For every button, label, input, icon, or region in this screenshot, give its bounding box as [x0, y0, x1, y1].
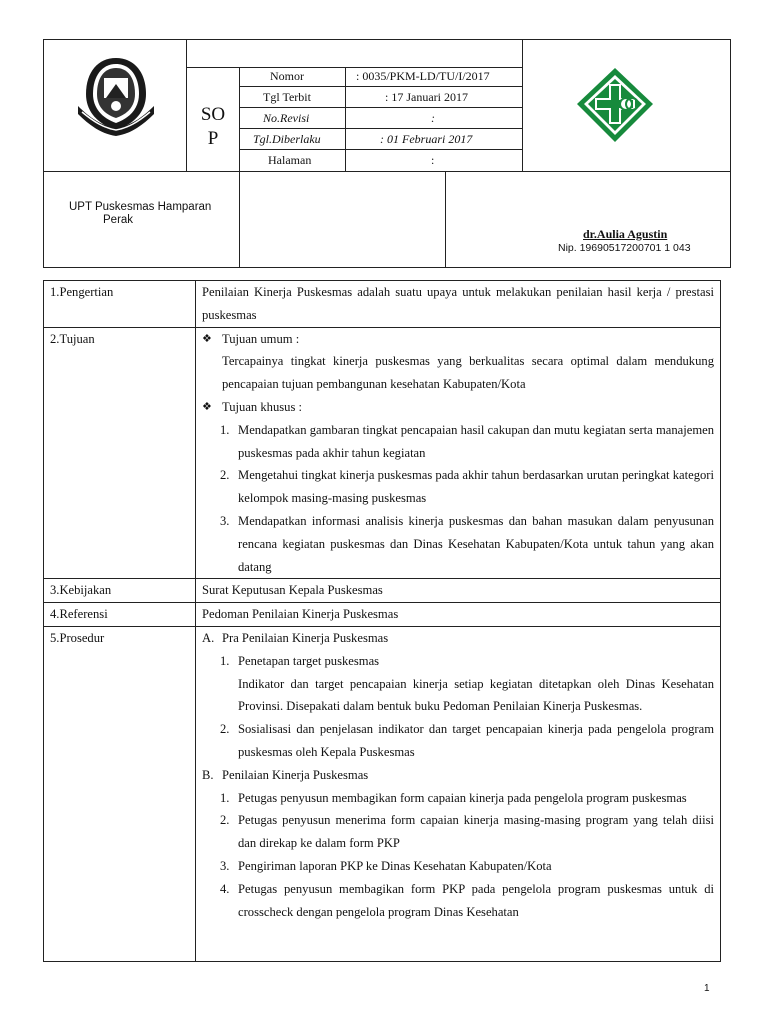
row-pengertian — [44, 281, 721, 328]
puskesmas-logo-icon — [571, 64, 659, 148]
page-number: 1 — [704, 983, 710, 994]
list-item: 1. Petugas penyusun membagikan form capaian kinerja pada pengelola program puskesmas — [220, 790, 687, 805]
section-content-tujuan — [196, 327, 721, 579]
prosedur-a1-body: Indikator dan target pencapaian kinerja setiap kegiatan ditetapkan oleh Dinas Kesehatan Provinsi. Disepakati dalam bentuk buku Pedoman Penilaian Kinerja Puskesmas. — [238, 676, 714, 714]
section-label-kebijakan: 3.Kebijakan — [44, 579, 196, 603]
signer-nip: Nip. 19690517200701 1 043 — [558, 242, 691, 254]
meta-label-tgl-diberlaku: Tgl.Diberlaku — [253, 132, 321, 146]
divider — [186, 39, 187, 171]
section-text-pengertian: Penilaian Kinerja Puskesmas adalah suatu upaya untuk melakukan penilaian hasil kerja / prestasi puskesmas — [196, 281, 721, 328]
section-label-tujuan: 2.Tujuan — [44, 327, 196, 579]
divider — [43, 171, 731, 172]
list-item: 4. Petugas penyusun membagikan form PKP pada pengelola program puskesmas untuk di crosscheck dengan pengelola program Dinas Kesehatan — [220, 881, 714, 919]
list-item: 1. Mendapatkan gambaran tingkat pencapaian hasil cakupan dan mutu kegiatan serta manajemen puskesmas pada akhir tahun kegiatan — [220, 422, 714, 460]
diamond-bullet-icon: ❖ — [202, 332, 212, 345]
list-item: 1. Penetapan target puskesmas — [220, 653, 380, 668]
divider — [239, 107, 523, 108]
section-label-referensi: 4.Referensi — [44, 603, 196, 627]
row-referensi — [44, 603, 721, 627]
tujuan-khusus-heading: Tujuan khusus : — [222, 399, 303, 414]
tujuan-umum-heading: Tujuan umum : — [222, 331, 300, 346]
sop-content-table — [43, 280, 721, 962]
list-item: 2. Sosialisasi dan penjelasan indikator dan target pencapaian kinerja pada pengelola program puskesmas oleh Kepala Puskesmas — [220, 722, 714, 759]
divider — [522, 39, 523, 171]
section-text-kebijakan: Surat Keputusan Kepala Puskesmas — [196, 579, 721, 603]
sop-label-line-1: SO — [200, 104, 226, 125]
section-label-prosedur: 5.Prosedur — [44, 626, 196, 961]
list-item: 3. Pengiriman laporan PKP ke Dinas Kesehatan Kabupaten/Kota — [220, 858, 552, 873]
divider — [239, 67, 240, 268]
divider — [239, 128, 523, 129]
regional-emblem-icon — [76, 54, 156, 140]
meta-value-tgl-terbit: : 17 Januari 2017 — [385, 90, 468, 104]
row-kebijakan — [44, 579, 721, 603]
meta-value-halaman: : — [431, 153, 435, 167]
tujuan-khusus-list — [202, 419, 714, 579]
list-item: 2. Mengetahui tingkat kinerja puskesmas pada akhir tahun berdasarkan urutan peringkat kategori kelompok masing-masing puskesmas — [220, 468, 714, 506]
signer-name: dr.Aulia Agustin — [583, 227, 668, 241]
divider — [239, 86, 523, 87]
list-item — [202, 328, 714, 351]
row-tujuan — [44, 327, 721, 579]
row-prosedur — [44, 626, 721, 961]
section-label-pengertian: 1.Pengertian — [44, 281, 196, 328]
meta-label-nomor: Nomor — [270, 69, 304, 83]
prosedur-section-b: B. Penilaian Kinerja Puskesmas — [202, 764, 714, 787]
prosedur-a-title: Pra Penilaian Kinerja Puskesmas — [222, 630, 389, 645]
meta-value-no-revisi: : — [431, 111, 435, 125]
unit-name-line-1: UPT Puskesmas Hamparan — [69, 201, 212, 213]
prosedur-b-title: Penilaian Kinerja Puskesmas — [222, 767, 369, 782]
divider — [445, 171, 446, 268]
meta-label-halaman: Halaman — [268, 153, 312, 167]
meta-label-tgl-terbit: Tgl Terbit — [263, 90, 311, 104]
unit-name-line-2: Perak — [103, 214, 134, 226]
sop-label-line-2: P — [207, 128, 219, 149]
meta-label-no-revisi: No.Revisi — [263, 111, 310, 125]
diamond-bullet-icon: ❖ — [202, 400, 212, 413]
prosedur-a-list — [202, 650, 714, 673]
prosedur-section-a: A. Pra Penilaian Kinerja Puskesmas — [202, 627, 714, 650]
divider — [186, 67, 523, 68]
meta-value-nomor: : 0035/PKM-LD/TU/I/2017 — [356, 69, 490, 83]
list-item — [202, 396, 714, 419]
prosedur-b-list — [202, 787, 714, 924]
section-text-referensi: Pedoman Penilaian Kinerja Puskesmas — [196, 603, 721, 627]
divider — [345, 67, 346, 171]
list-item: 2. Petugas penyusun menerima form capaian kinerja masing-masing program yang telah diisi dan direkap ke dalam form PKP — [220, 813, 714, 851]
divider — [239, 149, 523, 150]
list-item: 3. Mendapatkan informasi analisis kinerja puskesmas dan bahan masukan dalam penyusunan rencana kegiatan puskesmas dan Dinas Kesehatan Kabupaten/Kota untuk tahun yang akan datang — [220, 513, 714, 574]
tujuan-umum-text: Tercapainya tingkat kinerja puskesmas yang berkualitas secara optimal dalam mendukung pencapaian tujuan pembangunan kesehatan Kabupaten/Kota — [222, 354, 714, 392]
section-content-prosedur — [196, 626, 721, 961]
meta-value-tgl-diberlaku: : 01 Februari 2017 — [380, 132, 473, 146]
